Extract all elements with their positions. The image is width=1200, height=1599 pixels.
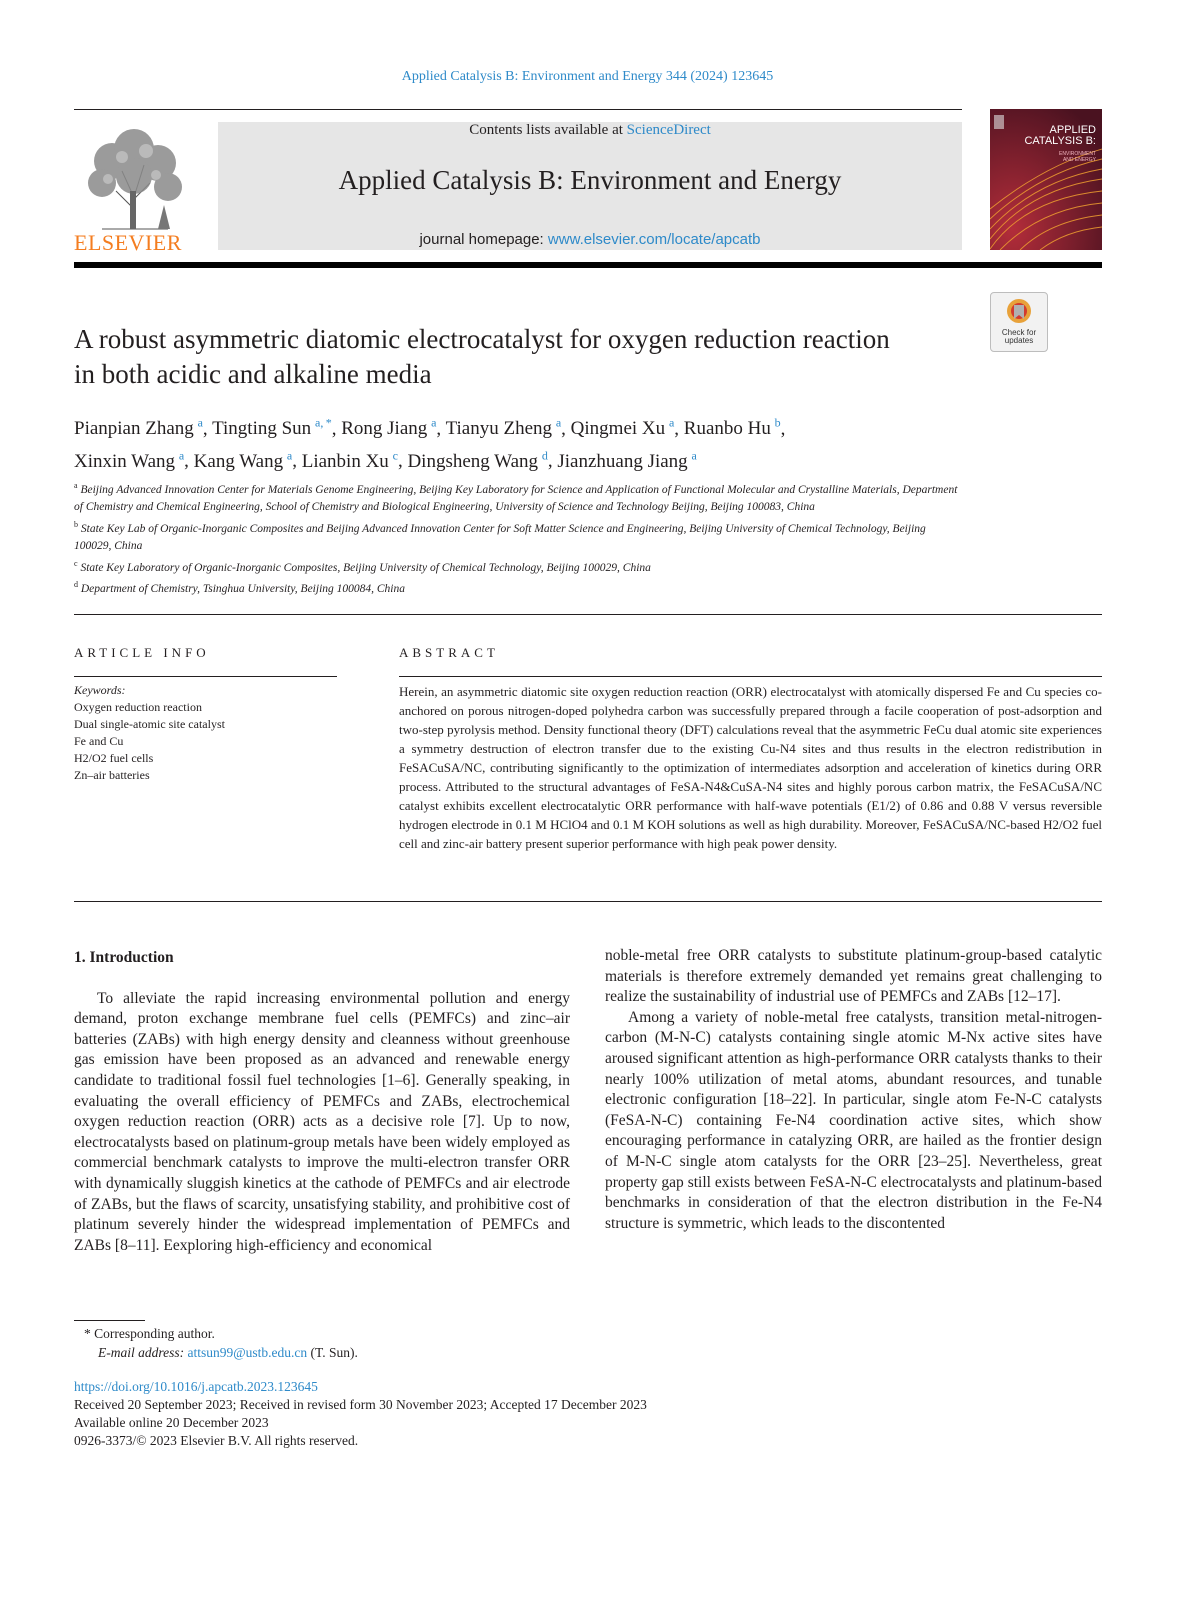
- keyword[interactable]: Dual single-atomic site catalyst: [74, 717, 225, 731]
- author[interactable]: Rong Jiang $^a$: [341, 416, 437, 440]
- homepage-link[interactable]: www.elsevier.com/locate/apcatb: [547, 231, 761, 248]
- author[interactable]: Kang Wang $^a$: [193, 448, 293, 472]
- article-info-rule: [74, 676, 337, 677]
- footnote-rule: [74, 1320, 145, 1321]
- journal-cover[interactable]: [990, 109, 1102, 250]
- header-thick-rule: [74, 262, 1102, 268]
- article-info-heading: ARTICLE INFO: [74, 645, 210, 660]
- sciencedirect-link[interactable]: ScienceDirect: [626, 122, 711, 138]
- author[interactable]: Ruanbo Hu $^b$: [683, 416, 781, 440]
- check-updates-icon: [1005, 297, 1033, 327]
- corresponding-author-note: * Corresponding author.: [84, 1326, 215, 1341]
- keyword[interactable]: H2/O2 fuel cells: [74, 751, 154, 765]
- body-left-column: [74, 948, 570, 1256]
- abstract-text: Herein, an asymmetric diatomic site oxygen reduction reaction (ORR) electrocatalyst with atomically dispersed Fe and Cu species co-anchored on porous nitrogen-doped polyhedra carbon was successfully prepared through a facile cooperation of post-adsorption and two-step pyrolysis method. Density functional theory (DFT) calculations reveal that the asymmetric FeCu dual atomic site experiences a symmetry destruction of electron transfer due to the existing Cu-N4 sites and thus results in the electron redistribution in FeSACuSA/NC, contributing significantly to the optimization of intermediates adsorption and acceleration of kinetics during ORR process. Attributed to the structural advantages of FeSA-N4&CuSA-N4 sites and highly porous carbon matrix, the FeSACuSA/NC catalyst exhibits excellent electrocatalytic ORR performance with half-wave potentials (E1/2) of 0.86 and 0.88 V versus reversible hydrogen electrode in 0.1 M HClO4 and 0.1 M KOH solutions as well as high durability. Moreover, FeSACuSA/NC-based H2/O2 fuel cell and zinc-air battery present superior performance with high peak power density.: [399, 684, 1102, 851]
- author-list: Pianpian Zhang $^a$, Tingting Sun $^{a, *}$, Rong Jiang $^a$, Tianyu Zheng $^a$, Qingmei Xu $^a$, Ruanbo Hu $^b$, Xinxin Wang $^a$, Kang Wang $^a$, Lianbin Xu $^c$, Dingsheng Wang $^d$, Jianzhuang Jiang $^a$: [74, 416, 786, 472]
- abstract-rule: [399, 676, 1102, 677]
- author[interactable]: Pianpian Zhang $^a$: [74, 416, 203, 440]
- available-online: Available online 20 December 2023: [74, 1415, 269, 1430]
- keyword[interactable]: Fe and Cu: [74, 734, 124, 748]
- paragraph: Among a variety of noble-metal free catalysts, transition metal-nitrogen-carbon (M-N-C) catalysts containing single atomic M-Nx active sites have aroused significant attention as high-performance ORR catalysts thanks to their nearly 100% utilization of metal atoms, abundant resources, and tunable electronic configuration [18–22]. In particular, single atom Fe-N-C catalysts (FeSA-N-C) containing Fe-N4 coordination active sites, which show encouraging performance in catalyzing ORR, are hailed as the frontier design of M-N-C single atom catalysts for the ORR [23–25]. Nevertheless, great property gap still exists between FeSA-N-C electrocatalysts and platinum-based benchmarks in consideration of that the electron distribution in the Fe-N4 structure is symmetric, which leads to the discontented: [605, 1008, 1102, 1232]
- author[interactable]: Dingsheng Wang $^d$: [407, 448, 548, 472]
- keywords-label: Keywords:: [74, 683, 126, 697]
- affiliation: $^a$ Beijing Advanced Innovation Center for Materials Genome Engineering, Beijing Key Laboratory for Science and Application of Functional Molecular and Crystalline Materials, Department of Chemistry and Chemical Engineering, School of Chemistry and Biological Engineering, University of Science and Technology Beijing, Beijing 100083, China: [74, 481, 958, 513]
- cover-subtitle: ENVIRONMENT AND ENERGY: [1059, 151, 1096, 163]
- check-updates-label: Check for updates: [1001, 328, 1037, 345]
- author[interactable]: Xinxin Wang $^a$: [74, 448, 185, 472]
- received-dates: Received 20 September 2023; Received in revised form 30 November 2023; Accepted 17 December 2023: [74, 1397, 647, 1412]
- author[interactable]: Jianzhuang Jiang $^a$: [557, 448, 697, 472]
- affiliation: $^d$ Department of Chemistry, Tsinghua University, Beijing 100084, China: [74, 580, 406, 596]
- doi-link[interactable]: https://doi.org/10.1016/j.apcatb.2023.123645: [74, 1379, 318, 1394]
- author[interactable]: Lianbin Xu $^c$: [301, 448, 398, 472]
- homepage-line: journal homepage: www.elsevier.com/locate/apcatb: [419, 231, 761, 248]
- journal-title: Applied Catalysis B: Environment and Energy: [338, 165, 842, 195]
- affiliation: $^c$ State Key Laboratory of Organic-Inorganic Composites, Beijing University of Chemical Technology, Beijing 100029, China: [74, 558, 651, 574]
- section-heading: 1. Introduction: [74, 949, 174, 966]
- keyword[interactable]: Oxygen reduction reaction: [74, 700, 202, 714]
- elsevier-wordmark: ELSEVIER: [74, 230, 182, 255]
- article-meta: [74, 1378, 647, 1450]
- paragraph: noble-metal free ORR catalysts to substitute platinum-group-based catalytic materials is therefore extremely demanded yet remains great challenging to realize the sustainability of industrial use of PEMFCs and ZABs [12–17].: [605, 947, 1102, 1006]
- email-link[interactable]: attsun99@ustb.edu.cn: [187, 1345, 308, 1360]
- keywords-block: [74, 682, 337, 784]
- check-for-updates-button[interactable]: [990, 292, 1048, 352]
- article-title: A robust asymmetric diatomic electrocatalyst for oxygen reduction reaction in both acidic and alkaline media: [74, 324, 890, 389]
- section-rule: [74, 614, 1102, 615]
- author[interactable]: Tianyu Zheng $^a$: [445, 416, 562, 440]
- abstract-heading: ABSTRACT: [399, 645, 499, 660]
- running-head[interactable]: Applied Catalysis B: Environment and Energy 344 (2024) 123645: [401, 69, 774, 84]
- copyright: 0926-3373/© 2023 Elsevier B.V. All rights reserved.: [74, 1433, 359, 1448]
- abstract-bottom-rule: [74, 901, 1102, 902]
- cover-title: APPLIED CATALYSIS B:: [1024, 124, 1096, 147]
- keyword[interactable]: Zn–air batteries: [74, 768, 150, 782]
- header-rule: [74, 109, 962, 110]
- author[interactable]: Qingmei Xu $^a$: [570, 416, 675, 440]
- body-right-column: [605, 946, 1102, 1234]
- paragraph: To alleviate the rapid increasing environmental pollution and energy demand, proton exchange membrane fuel cells (PEMFCs) and zinc–air batteries (ZABs) with high energy density and cleanness without greenhouse gas emission have been proposed as an advanced and renewable energy candidate to traditional fossil fuel technologies [1–6]. Generally speaking, in evaluating the overall efficiency of PEMFCs and ZABs, electrochemical oxygen reduction reaction (ORR) acts as a decisive role [7]. Up to now, electrocatalysts based on platinum-group metals have been widely employed as commercial benchmark catalysts to improve the multi-electron transfer ORR with dynamically sluggish kinetics at the cathode of PEMFCs and air electrode of ZABs, but the flaws of scarcity, unsatisfying stability, and prohibitive cost of platinum severely hinder the widespread implementation of PEMFCs and ZABs [8–11]. Eexploring high-efficiency and economical: [74, 989, 570, 1254]
- email-label: E-mail address:: [98, 1345, 185, 1360]
- affiliation: $^b$ State Key Lab of Organic-Inorganic Composites and Beijing Advanced Innovation Center for Soft Matter Science and Engineering, Beijing University of Chemical Technology, Beijing 100029, China: [74, 519, 926, 552]
- affiliations: [74, 477, 962, 598]
- author[interactable]: Tingting Sun $^{a, *}$: [212, 416, 332, 440]
- contents-line: Contents lists available at ScienceDirect: [469, 122, 711, 138]
- footnote: * Corresponding author. E-mail address: attsun99@ustb.edu.cn (T. Sun).: [84, 1326, 358, 1360]
